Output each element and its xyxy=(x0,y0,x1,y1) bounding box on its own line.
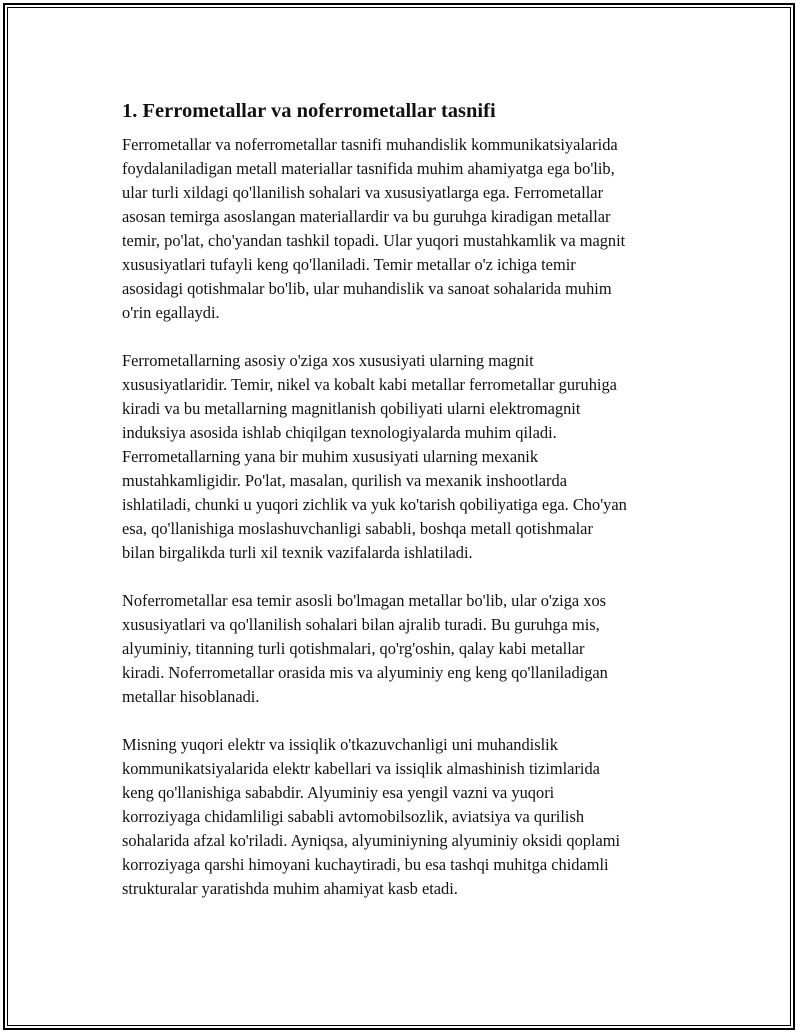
paragraph-copper-aluminium: Misning yuqori elektr va issiqlik o'tkazuvchanligi uni muhandislik kommunikatsiyalarida elektr kabellari va issiqlik almashinish tizimlarida keng qo'llanishiga sababdir. Alyuminiy esa yengil vazni va yuqori korroziyaga chidamliligi sababli avtomobilsozlik, aviatsiya va qurilish sohalarida afzal ko'riladi. Ayniqsa, alyuminiyning alyuminiy oksidi qoplami korroziyaga qarshi himoyani kuchaytiradi, bu esa tashqi muhitga chidamli strukturalar yaratishda muhim ahamiyat kasb etadi. xyxy=(122,735,621,898)
document-body xyxy=(122,97,702,925)
paragraph-ferrometals-properties: Ferrometallarning asosiy o'ziga xos xususiyati ularning magnit xususiyatlaridir. Temir, nikel va kobalt kabi metallar ferrometallar guruhiga kiradi va bu metallarning magnitlanish qobiliyati ularni elektromagnit induksiya asosida ishlab chiqilgan texnologiyalarda muhim qiladi. Ferrometallarning yana bir muhim xususiyati ularning mexanik mustahkamligidir. Po'lat, masalan, qurilish va mexanik inshootlarda ishlatiladi, chunki u yuqori zichlik va yuk ko'tarish qobiliyatiga ega. Cho'yan esa, qo'llanishiga moslashuvchanligi sababli, boshqa metall qotishmalar bilan birgalikda turli xil texnik vazifalarda ishlatiladi. xyxy=(122,351,627,562)
section-heading: 1. Ferrometallar va noferrometallar tasnifi xyxy=(122,100,496,122)
paragraph-nonferrous-intro: Noferrometallar esa temir asosli bo'lmagan metallar bo'lib, ular o'ziga xos xususiyatlari va qo'llanilish sohalari bilan ajralib turadi. Bu guruhga mis, alyuminiy, titanning turli qotishmalari, qo'rg'oshin, qalay kabi metallar kiradi. Noferrometallar orasida mis va alyuminiy eng keng qo'llaniladigan metallar hisoblanadi. xyxy=(122,591,608,706)
page-border xyxy=(3,3,795,1030)
paragraph-ferrometals-intro: Ferrometallar va noferrometallar tasnifi muhandislik kommunikatsiyalarida foydalaniladigan metall materiallar tasnifida muhim ahamiyatga ega bo'lib, ular turli xildagi qo'llanilish sohalari va xususiyatlarga ega. Ferrometallar asosan temirga asoslangan materiallardir va bu guruhga kiradigan metallar temir, po'lat, cho'yandan tashkil topadi. Ular yuqori mustahkamlik va magnit xususiyatlari tufayli keng qo'llaniladi. Temir metallar o'z ichiga temir asosidagi qotishmalar bo'lib, ular muhandislik va sanoat sohalarida muhim o'rin egallaydi. xyxy=(122,135,626,322)
